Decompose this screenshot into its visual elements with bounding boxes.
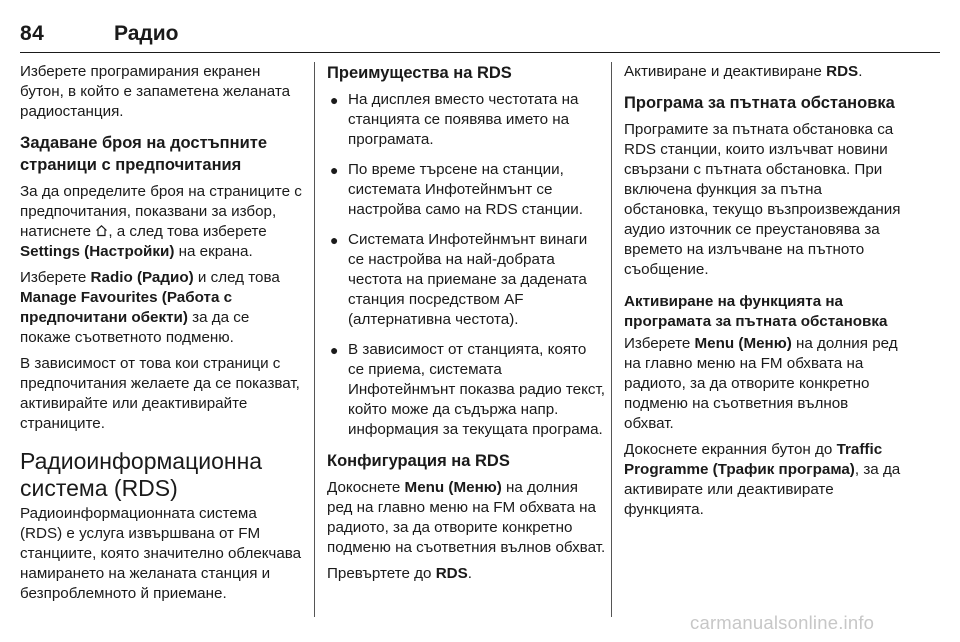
manage-favourites-label: Manage Favourites (Работа с предпочитани обекти) (20, 289, 233, 326)
rds-section-heading: Радиоинформационна система (RDS) (20, 448, 263, 501)
bullet-icon: ● (330, 232, 339, 248)
settings-label: Settings (Настройки) (20, 243, 175, 260)
traffic-programme-label: Traffic Programme (Трафик програма) (624, 441, 883, 478)
list-item: ● В зависимост от станцията, която се приема, системата Инфотейнмънт показва радио текст, който може да съдържа напр. информация за текущата програма. (330, 341, 605, 438)
page-header (20, 22, 940, 53)
traffic-programme-heading: Програма за пътната обстановка (624, 94, 895, 112)
menu-label: Menu (Меню) (694, 335, 792, 352)
favourites-paragraph-1: За да определите броя на страниците с предпочитания, показвани за избор, натиснете , а след това изберете Settings (Настройки) на екрана. (20, 183, 302, 260)
column-left (20, 62, 303, 617)
column-middle (314, 62, 606, 617)
rds-config-paragraph-1: Докоснете Menu (Меню) на долния ред на главно меню на FM обхвата на радиото, за да отворите конкретно подменю на съответния вълнов обхват. (327, 479, 606, 556)
traffic-activate-paragraph-2: Докоснете екранния бутон до Traffic Programme (Трафик програма), за да активирате или деактивирате функцията. (624, 441, 901, 518)
watermark: carmanualsonline.info (690, 612, 875, 633)
bullet-icon: ● (330, 92, 339, 108)
rds-advantages-list (327, 90, 606, 440)
home-icon (95, 224, 108, 237)
list-item: ● Системата Инфотейнмънт винаги се настройва на най-добрата честота на приемане за дадената станция посредством AF (алтернативна честота). (330, 231, 588, 328)
page-number: 84 (20, 22, 45, 45)
bullet-icon: ● (330, 162, 339, 178)
page-title: Радио (114, 22, 179, 45)
rds-label: RDS (435, 565, 468, 582)
intro-paragraph: Изберете програмирания екранен бутон, в който е запаметена желаната радиостанция. (20, 63, 291, 120)
rds-description: Радиоинформационната система (RDS) е услуга извършвана от FM станциите, която значително облекчава намирането на желаната станция и безпроблемното й приемане. (20, 505, 302, 602)
rds-advantages-heading: Преимущества на RDS (327, 64, 512, 82)
radio-label: Radio (Радио) (90, 269, 194, 286)
list-item: ● На дисплея вместо честотата на станцията се появява името на програмата. (330, 91, 579, 148)
bullet-icon: ● (330, 342, 339, 358)
menu-label: Menu (Меню) (404, 479, 502, 496)
rds-toggle-paragraph: Активиране и деактивиране RDS. (624, 63, 863, 80)
traffic-programme-description: Програмите за пътната обстановка са RDS станции, които излъчват новини свързани с пътната обстановка. При включена функция за пътна обстановка, текущо възпроизвеждания аудио източник се преустановява за времето на излъчване на пътното съобщение. (624, 121, 901, 278)
traffic-activate-heading: Активиране на функцията на програмата за пътната обстановка (624, 293, 888, 330)
column-right (611, 62, 901, 617)
favourites-paragraph-3: В зависимост от това кои страници с предпочитания желаете да се показват, активирайте или деактивирайте страниците. (20, 355, 300, 432)
traffic-activate-paragraph-1: Изберете Menu (Меню) на долния ред на главно меню на FM обхвата на радиото, за да отворите конкретно подменю на съответния вълнов обхват. (624, 335, 898, 432)
rds-label: RDS (826, 63, 859, 80)
rds-config-heading: Конфигурация на RDS (327, 452, 510, 470)
rds-config-paragraph-2: Превъртете до RDS. (327, 565, 472, 582)
list-item: ● По време търсене на станции, системата Инфотейнмънт се настройва само на RDS станции. (330, 161, 583, 218)
favourites-paragraph-2: Изберете Radio (Радио) и след това Manage Favourites (Работа с предпочитани обекти) за да се покаже съответното подменю. (20, 269, 280, 346)
favourites-heading: Задаване броя на достъпните страници с предпочитания (20, 134, 268, 174)
